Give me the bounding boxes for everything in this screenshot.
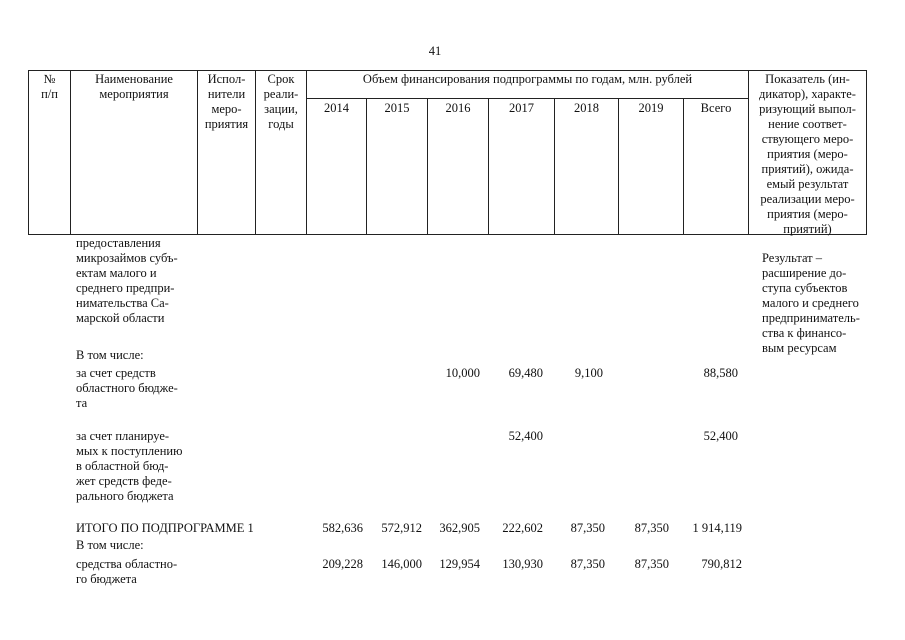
federal-total: 52,400 <box>703 429 738 443</box>
budget-2016: 129,954 <box>439 557 480 571</box>
total-sum: 1 914,119 <box>692 521 742 535</box>
page-number: 41 <box>428 44 442 58</box>
header-year-2018: 2018 <box>574 101 599 115</box>
budget-2015: 146,000 <box>381 557 422 571</box>
header-num: № п/п <box>41 72 58 101</box>
activity-description: предоставления микрозаймов субъ- ектам малого и среднего предпри- нимательства Са- марской области <box>76 236 178 325</box>
result-description: Результат – расширение до- ступа субъектов малого и среднего предприниматель- ства к финансо- вым ресурсам <box>762 251 860 355</box>
budget-2018: 87,350 <box>570 557 605 571</box>
header-year-2015: 2015 <box>384 101 410 115</box>
vline <box>683 98 684 235</box>
vline <box>488 98 489 235</box>
regional-2016: 10,000 <box>445 366 480 380</box>
budget-total: 790,812 <box>701 557 742 571</box>
header-name: Наименование мероприятия <box>95 72 173 101</box>
header-indicator: Показатель (ин- дикатор), характе- ризующий выпол- нение соответ- ствующего меро- приятия (меро- приятий), ожида- емый результат реализации меро- приятия (меро- приятий) <box>759 72 856 236</box>
including-label: В том числе: <box>76 348 144 362</box>
regional-2017: 69,480 <box>508 366 543 380</box>
vline <box>866 70 867 235</box>
header-term: Срок реали- зации, годы <box>263 72 299 131</box>
table-top-border <box>28 70 867 71</box>
federal-2017: 52,400 <box>508 429 543 443</box>
header-total: Всего <box>700 101 732 115</box>
header-year-2014: 2014 <box>324 101 349 115</box>
budget-2019: 87,350 <box>634 557 669 571</box>
total-2018: 87,350 <box>570 521 605 535</box>
header-executors: Испол- нители меро- приятия <box>204 72 249 131</box>
total-2014: 582,636 <box>322 521 363 535</box>
header-financing: Объем финансирования подпрограммы по годам, млн. рублей <box>362 72 693 86</box>
years-divider <box>306 98 748 99</box>
vline <box>554 98 555 235</box>
including-label-2: В том числе: <box>76 538 144 552</box>
table-bottom-border <box>28 234 867 235</box>
total-2017: 222,602 <box>502 521 543 535</box>
header-year-2019: 2019 <box>638 101 664 115</box>
vline <box>366 98 367 235</box>
budget-funds-label: средства областно- го бюджета <box>76 557 178 586</box>
regional-funds-label: за счет средств областного бюдже- та <box>76 366 178 410</box>
header-year-2016: 2016 <box>445 101 471 115</box>
total-label: ИТОГО ПО ПОДПРОГРАММЕ 1 <box>76 521 254 535</box>
budget-2014: 209,228 <box>322 557 363 571</box>
budget-2017: 130,930 <box>502 557 543 571</box>
vline <box>427 98 428 235</box>
vline <box>618 98 619 235</box>
regional-2018: 9,100 <box>574 366 603 380</box>
header-year-2017: 2017 <box>509 101 534 115</box>
federal-funds-label: за счет планируе- мых к поступлению в областной бюд- жет средств феде- рального бюджета <box>76 429 183 503</box>
total-2016: 362,905 <box>439 521 480 535</box>
vline <box>306 70 307 235</box>
total-2019: 87,350 <box>634 521 669 535</box>
total-2015: 572,912 <box>381 521 422 535</box>
regional-total: 88,580 <box>703 366 738 380</box>
